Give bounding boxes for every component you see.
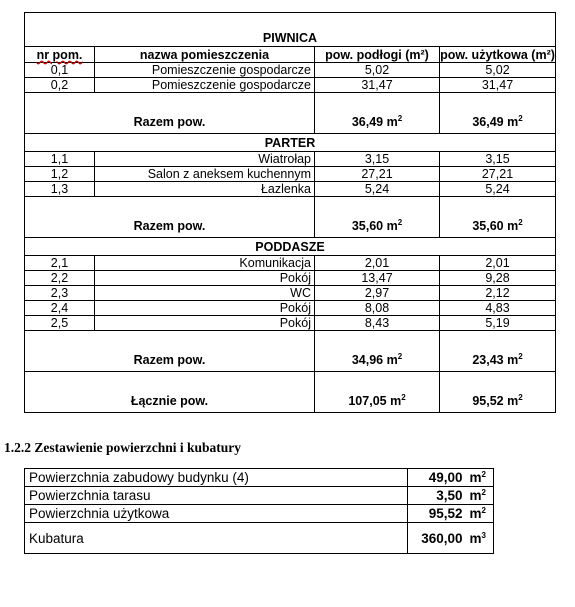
room-number: 2,2 [25, 271, 95, 286]
subtotal-floor-area: 34,96 $m^2$ [315, 331, 440, 372]
floor-area: 2,97 [315, 286, 440, 301]
room-number: 2,4 [25, 301, 95, 316]
room-name: Wiatrołap [95, 152, 315, 167]
table-row [25, 63, 556, 78]
section-title-piwnica: PIWNICA [25, 29, 556, 47]
room-name: WC [95, 286, 315, 301]
summary-label: Powierzchnia użytkowa [25, 505, 408, 523]
header-room-name: nazwa pomieszczenia [95, 47, 315, 63]
floor-area: 2,01 [315, 256, 440, 271]
subtotal-row [25, 197, 556, 238]
usable-area: 5,24 [440, 182, 556, 197]
summary-unit: $m^2$ [466, 505, 494, 523]
room-number: 0,1 [25, 63, 95, 78]
grand-total-floor-area: 107,05 $m^2$ [315, 372, 440, 413]
usable-area: 31,47 [440, 78, 556, 93]
floor-area: 31,47 [315, 78, 440, 93]
usable-area: 2,01 [440, 256, 556, 271]
summary-label: Powierzchnia zabudowy budynku (4) [25, 469, 408, 487]
summary-unit: $m^2$ [466, 469, 494, 487]
table-row [25, 78, 556, 93]
summary-row [25, 523, 494, 554]
section-heading: 1.2.2 Zestawienie powierzchni i kubatury [4, 440, 242, 455]
usable-area: 4,83 [440, 301, 556, 316]
table-row [25, 256, 556, 271]
summary-value: 3,50 [408, 487, 466, 505]
usable-area: 27,21 [440, 167, 556, 182]
section-title-poddasze: PODDASZE [25, 238, 556, 256]
summary-value: 360,00 [408, 523, 466, 554]
floor-area: 3,15 [315, 152, 440, 167]
subtotal-label: Razem pow. [25, 331, 315, 372]
subtotal-floor-area: 35,60 $m^2$ [315, 197, 440, 238]
usable-area: 3,15 [440, 152, 556, 167]
room-name: Pokój [95, 301, 315, 316]
subtotal-usable-area: 23,43 $m^2$ [440, 331, 556, 372]
room-name: Salon z aneksem kuchennym [95, 167, 315, 182]
subtotal-usable-area: 36,49 $m^2$ [440, 93, 556, 134]
room-name: Pomieszczenie gospodarcze [95, 63, 315, 78]
summary-value: 95,52 [408, 505, 466, 523]
summary-label: Powierzchnia tarasu [25, 487, 408, 505]
summary-value: 49,00 [408, 469, 466, 487]
summary-label: Kubatura [25, 523, 408, 554]
grand-total-row [25, 372, 556, 413]
rooms-area-table [24, 12, 556, 413]
floor-area: 27,21 [315, 167, 440, 182]
room-name: Pomieszczenie gospodarcze [95, 78, 315, 93]
subtotal-label: Razem pow. [25, 93, 315, 134]
floor-area: 13,47 [315, 271, 440, 286]
summary-unit: $m^3$ [466, 523, 494, 554]
room-name: Łazlenka [95, 182, 315, 197]
subtotal-floor-area: 36,49 $m^2$ [315, 93, 440, 134]
table-row [25, 286, 556, 301]
grand-total-usable-area: 95,52 $m^2$ [440, 372, 556, 413]
summary-unit: $m^2$ [466, 487, 494, 505]
summary-row [25, 505, 494, 523]
summary-row [25, 487, 494, 505]
header-room-number: nr pom. [25, 47, 95, 63]
room-name: Pokój [95, 316, 315, 331]
section-title-parter: PARTER [25, 134, 556, 152]
header-usable-area: pow. użytkowa (m²) [440, 47, 555, 62]
usable-area: 5,19 [440, 316, 556, 331]
table-row [25, 152, 556, 167]
floor-area: 8,43 [315, 316, 440, 331]
table-row [25, 316, 556, 331]
room-number: 1,3 [25, 182, 95, 197]
usable-area: 2,12 [440, 286, 556, 301]
room-number: 2,1 [25, 256, 95, 271]
table-row [25, 301, 556, 316]
grand-total-label: Łącznie pow. [25, 372, 315, 413]
subtotal-usable-area: 35,60 $m^2$ [440, 197, 556, 238]
usable-area: 9,28 [440, 271, 556, 286]
table-row [25, 167, 556, 182]
summary-table [24, 468, 494, 554]
room-number: 0,2 [25, 78, 95, 93]
table-row [25, 182, 556, 197]
floor-area: 5,02 [315, 63, 440, 78]
usable-area: 5,02 [440, 63, 556, 78]
header-floor-area: pow. podłogi (m²) [315, 47, 440, 63]
table-row [25, 271, 556, 286]
floor-area: 5,24 [315, 182, 440, 197]
room-number: 2,3 [25, 286, 95, 301]
room-number: 1,2 [25, 167, 95, 182]
room-name: Pokój [95, 271, 315, 286]
spacer-cell [25, 13, 556, 30]
room-name: Komunikacja [95, 256, 315, 271]
room-number: 1,1 [25, 152, 95, 167]
subtotal-row [25, 331, 556, 372]
room-number: 2,5 [25, 316, 95, 331]
floor-area: 8,08 [315, 301, 440, 316]
summary-row [25, 469, 494, 487]
subtotal-label: Razem pow. [25, 197, 315, 238]
subtotal-row [25, 93, 556, 134]
